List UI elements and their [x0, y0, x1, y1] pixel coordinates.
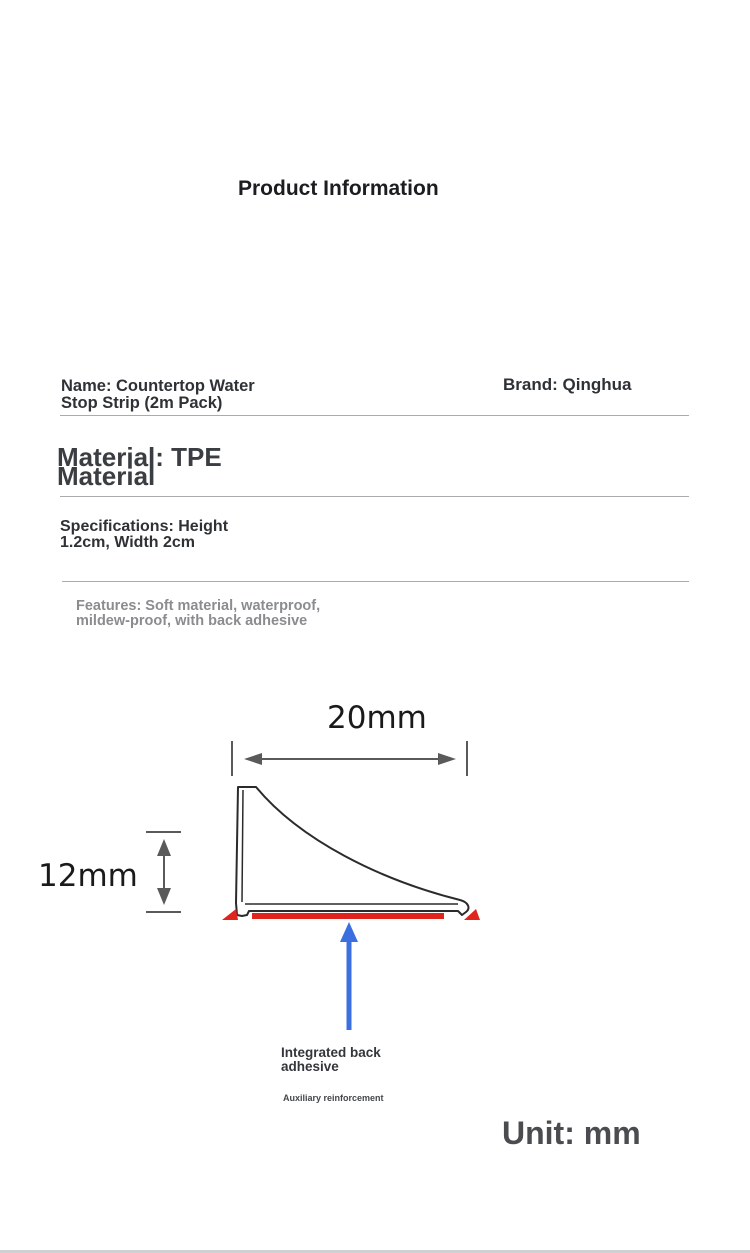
arrow-down-icon — [157, 888, 171, 905]
height-label: 12mm — [38, 858, 138, 894]
arrow-up-blue-icon — [340, 922, 358, 942]
auxiliary-label: Auxiliary reinforcement — [283, 1093, 384, 1103]
unit-label: Unit: mm — [502, 1115, 641, 1151]
profile-inner-edge — [242, 790, 243, 902]
arrow-left-icon — [244, 753, 262, 765]
product-brand: Brand: Qinghua — [503, 375, 632, 394]
height-dimension — [146, 832, 181, 912]
page-title: Product Information — [238, 177, 439, 200]
product-name: Name: Countertop Water Stop Strip (2m Pack) — [61, 377, 255, 412]
adhesive-label: Integrated back adhesive — [281, 1045, 381, 1074]
strip-profile — [236, 787, 468, 916]
back-adhesive-strip — [252, 913, 444, 919]
arrow-up-icon — [157, 839, 171, 856]
width-dimension — [232, 741, 467, 776]
product-specifications: Specifications: Height 1.2cm, Width 2cm — [60, 518, 229, 551]
product-material: Material: TPE Material — [57, 442, 222, 491]
width-label: 20mm — [327, 700, 427, 736]
adhesive-corner-left-icon — [222, 909, 238, 920]
arrow-right-icon — [438, 753, 456, 765]
product-features: Features: Soft material, waterproof, mildew-proof, with back adhesive — [76, 598, 321, 629]
